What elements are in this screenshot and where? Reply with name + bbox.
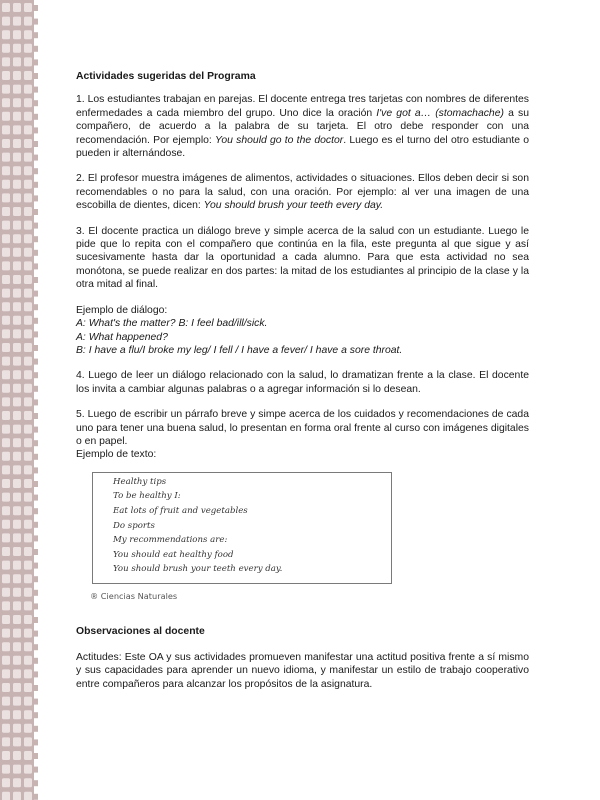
page-content <box>76 70 529 703</box>
activity-1 <box>76 93 529 160</box>
sidebar-square <box>24 57 32 66</box>
sidebar-notch <box>33 767 38 773</box>
sidebar-square <box>2 302 10 311</box>
sidebar-square <box>13 452 21 461</box>
sidebar-notch <box>33 671 38 677</box>
sidebar-square <box>13 465 21 474</box>
text-box-line: Do sports <box>113 520 155 531</box>
activity-1-example: I've got a… (stomachache) <box>376 107 504 119</box>
sidebar-notch <box>33 712 38 718</box>
sidebar-square <box>24 615 32 624</box>
sidebar-square <box>2 465 10 474</box>
sidebar-square <box>13 98 21 107</box>
sidebar-square <box>24 343 32 352</box>
sidebar-notch <box>33 331 38 337</box>
sidebar-notch <box>33 32 38 38</box>
sidebar-notch <box>33 399 38 405</box>
sidebar-notch <box>33 495 38 501</box>
sidebar-square <box>13 221 21 230</box>
sidebar-square <box>24 112 32 121</box>
sidebar-square <box>2 547 10 556</box>
sidebar-square <box>2 493 10 502</box>
sidebar-square <box>24 669 32 678</box>
sidebar-square <box>24 71 32 80</box>
sidebar-notch <box>33 19 38 25</box>
sidebar-square <box>24 792 32 800</box>
sidebar-square <box>24 125 32 134</box>
sidebar-notch <box>33 46 38 52</box>
sidebar-square <box>24 479 32 488</box>
sidebar-square <box>13 180 21 189</box>
sidebar-notch <box>33 155 38 161</box>
sidebar-square <box>24 642 32 651</box>
sidebar-square <box>13 30 21 39</box>
text-box-line: To be healthy I: <box>113 491 181 502</box>
sidebar-square <box>13 642 21 651</box>
sidebar-notch <box>33 440 38 446</box>
sidebar-square <box>24 493 32 502</box>
sidebar-square <box>2 778 10 787</box>
sidebar-square <box>2 57 10 66</box>
sidebar-square <box>24 153 32 162</box>
sidebar-square <box>24 547 32 556</box>
sidebar-notch <box>33 236 38 242</box>
sidebar-notch <box>33 359 38 365</box>
dialog-example <box>76 304 529 358</box>
section-heading: Actividades sugeridas del Programa <box>76 71 256 82</box>
dialog-line: A: What's the matter? B: I feel bad/ill/sick. <box>76 318 268 330</box>
activity-4: 4. Luego de leer un diálogo relacionado con la salud, lo dramatizan frente a la clase. El docente los invita a cambiar algunas palabras o a agregar información si lo desean. <box>76 370 529 395</box>
sidebar-notch <box>33 195 38 201</box>
sidebar-square <box>2 370 10 379</box>
sidebar-square <box>13 71 21 80</box>
sidebar-square <box>24 778 32 787</box>
sidebar-notch <box>33 5 38 11</box>
sidebar-square <box>2 384 10 393</box>
sidebar-square <box>2 166 10 175</box>
sidebar-notch <box>33 454 38 460</box>
sidebar-square <box>24 180 32 189</box>
sidebar-square <box>24 44 32 53</box>
sidebar-square <box>24 601 32 610</box>
sidebar-square <box>24 193 32 202</box>
sidebar-square <box>2 261 10 270</box>
sidebar-square <box>2 343 10 352</box>
sidebar-square <box>2 574 10 583</box>
sidebar-notch <box>33 114 38 120</box>
sidebar-square <box>2 669 10 678</box>
sidebar-square <box>2 193 10 202</box>
sidebar-square <box>2 221 10 230</box>
activity-5: 5. Luego de escribir un párrafo breve y simpe acerca de los cuidados y recomendaciones de cada uno para tener una buena salud, lo presentan en forma oral frente al curso con imágenes digitales o en papel. <box>76 409 529 447</box>
sidebar-square <box>2 289 10 298</box>
sidebar-square <box>13 697 21 706</box>
text-box-line: Healthy tips <box>113 476 167 487</box>
sidebar-square <box>2 3 10 12</box>
sidebar-square <box>24 357 32 366</box>
sidebar-notch <box>33 427 38 433</box>
sidebar-square <box>2 30 10 39</box>
sidebar-notch <box>33 59 38 65</box>
sidebar-notch <box>33 658 38 664</box>
sidebar-square <box>13 792 21 800</box>
sidebar-square <box>2 601 10 610</box>
sidebar-square <box>13 207 21 216</box>
sidebar-notch <box>33 780 38 786</box>
sidebar-notch <box>33 685 38 691</box>
sidebar-square <box>24 683 32 692</box>
sidebar-square <box>24 302 32 311</box>
sidebar-square <box>24 329 32 338</box>
sidebar-square <box>24 588 32 597</box>
sidebar-notch <box>33 481 38 487</box>
text-box-line: You should brush your teeth every day. <box>113 564 283 575</box>
sidebar-notch <box>33 277 38 283</box>
sidebar-notch <box>33 617 38 623</box>
sidebar-notch <box>33 508 38 514</box>
sidebar-square <box>24 452 32 461</box>
sidebar-square <box>24 207 32 216</box>
sidebar-square <box>24 397 32 406</box>
sidebar-square <box>13 615 21 624</box>
sidebar-square <box>2 248 10 257</box>
sidebar-square <box>2 180 10 189</box>
sidebar-notch <box>33 372 38 378</box>
sidebar-square <box>2 710 10 719</box>
sidebar-square <box>24 765 32 774</box>
activity-2 <box>76 172 529 212</box>
activity-1-response: You should go to the doctor <box>215 134 344 146</box>
sidebar-notch <box>33 590 38 596</box>
sidebar-square <box>2 17 10 26</box>
sidebar-square <box>13 724 21 733</box>
sidebar-square <box>2 656 10 665</box>
sidebar-notch <box>33 386 38 392</box>
sidebar-square <box>24 697 32 706</box>
sidebar-square <box>13 520 21 529</box>
sidebar-square <box>13 561 21 570</box>
sidebar-square <box>13 778 21 787</box>
sidebar-square <box>2 44 10 53</box>
sidebar-notch <box>33 603 38 609</box>
sidebar-square <box>2 329 10 338</box>
sidebar-square <box>24 656 32 665</box>
sidebar-square <box>24 425 32 434</box>
sidebar-notch <box>33 535 38 541</box>
sidebar-square <box>2 615 10 624</box>
sidebar-square <box>2 125 10 134</box>
subject-note: ® Ciencias Naturales <box>90 590 178 601</box>
sidebar-notch <box>33 753 38 759</box>
sidebar-square <box>2 479 10 488</box>
sidebar-square <box>13 547 21 556</box>
sidebar-square <box>13 193 21 202</box>
sidebar-square <box>24 370 32 379</box>
sidebar-square <box>13 411 21 420</box>
sidebar-square <box>13 17 21 26</box>
sidebar-square <box>24 30 32 39</box>
sidebar-square <box>2 520 10 529</box>
sidebar-notch <box>33 250 38 256</box>
sidebar-square <box>13 588 21 597</box>
sidebar-square <box>2 792 10 800</box>
sidebar-notch <box>33 631 38 637</box>
sidebar-notch <box>33 291 38 297</box>
sidebar-notch <box>33 467 38 473</box>
sidebar-square <box>24 629 32 638</box>
sidebar-square <box>13 479 21 488</box>
sidebar-square <box>24 411 32 420</box>
sidebar-square <box>13 425 21 434</box>
sidebar-notch <box>33 100 38 106</box>
sidebar-square <box>2 452 10 461</box>
sidebar-square <box>24 384 32 393</box>
sidebar-square <box>2 275 10 284</box>
sidebar-square <box>2 438 10 447</box>
sidebar-square <box>13 601 21 610</box>
sidebar-square <box>24 3 32 12</box>
sidebar-square <box>2 533 10 542</box>
sidebar-square <box>13 3 21 12</box>
sidebar-square <box>13 669 21 678</box>
text-box-line: You should eat healthy food <box>113 549 234 560</box>
sidebar-square <box>13 357 21 366</box>
sidebar-square <box>2 642 10 651</box>
sidebar-square <box>2 561 10 570</box>
sidebar-square <box>13 44 21 53</box>
activity-2-text: 2. El profesor muestra imágenes de alimentos, actividades o situaciones. Ellos deben decir si son recomendables o no para la salud, con una oración. Por ejemplo: al ver una imagen de una escobilla de dientes, dicen: <box>76 173 529 212</box>
sidebar-notch <box>33 141 38 147</box>
sidebar-square <box>2 98 10 107</box>
sidebar-square <box>13 656 21 665</box>
sidebar-square <box>13 574 21 583</box>
sidebar-square <box>13 737 21 746</box>
sidebar-square <box>24 234 32 243</box>
sidebar-notch <box>33 644 38 650</box>
sidebar-square <box>24 574 32 583</box>
sidebar-square <box>13 234 21 243</box>
sidebar-square <box>24 221 32 230</box>
sidebar-square <box>2 425 10 434</box>
sidebar-square <box>24 751 32 760</box>
sidebar-notch <box>33 87 38 93</box>
sidebar-square <box>24 724 32 733</box>
sidebar-square <box>2 139 10 148</box>
dialog-line: B: I have a flu/I broke my leg/ I fell / I have a fever/ I have a sore throat. <box>76 344 403 356</box>
sidebar-notch <box>33 345 38 351</box>
sidebar-square <box>24 248 32 257</box>
decorative-sidebar <box>0 0 40 800</box>
sidebar-notch <box>33 223 38 229</box>
sidebar-square <box>2 724 10 733</box>
sidebar-notch <box>33 304 38 310</box>
sidebar-notch <box>33 209 38 215</box>
sidebar-square <box>24 98 32 107</box>
sidebar-square <box>24 465 32 474</box>
sidebar-square <box>2 765 10 774</box>
activity-1-text-c: a su compañero, de acuerdo a la palabra de su tarjeta. El otro debe responder con una recomendación. Por ejemplo: <box>76 107 529 146</box>
dialog-title: Ejemplo de diálogo: <box>76 304 168 316</box>
sidebar-square <box>13 85 21 94</box>
example-label: Ejemplo de texto: <box>76 449 157 461</box>
activity-3: 3. El docente practica un diálogo breve y simple acerca de la salud con un estudiante. Luego le pide que lo repita con el compañero que continúa en la fila, este pregunta al que sigue y así sucesivamente hasta dar la oportunidad a cada alumno. Para que esta actividad no sea monótona, se puede realizar en dos partes: la mitad de los estudiantes al principio de la clase y la otra mitad al final. <box>76 225 529 291</box>
sidebar-notch <box>33 726 38 732</box>
sidebar-square <box>24 710 32 719</box>
sidebar-square <box>13 316 21 325</box>
sidebar-square <box>13 139 21 148</box>
sidebar-square <box>13 710 21 719</box>
sidebar-square <box>13 370 21 379</box>
sidebar-square <box>13 57 21 66</box>
text-box-line: Eat lots of fruit and vegetables <box>113 505 248 516</box>
sidebar-square <box>13 384 21 393</box>
sidebar-square <box>13 153 21 162</box>
sidebar-square <box>2 112 10 121</box>
sidebar-square <box>13 533 21 542</box>
sidebar-square <box>24 520 32 529</box>
sidebar-square <box>2 234 10 243</box>
sidebar-square <box>2 697 10 706</box>
sidebar-square <box>2 588 10 597</box>
sidebar-notch <box>33 794 38 800</box>
sidebar-notch <box>33 182 38 188</box>
sidebar-notch <box>33 318 38 324</box>
sidebar-square <box>24 561 32 570</box>
sidebar-square <box>2 683 10 692</box>
sidebar-square <box>24 438 32 447</box>
observations-text: Actitudes: Este OA y sus actividades promueven manifestar una actitud positiva frente a sí mismo y sus capacidades para aprender un nuevo idioma, y manifestar un estilo de trabajo cooperativo entre compañeros para alcanzar los propósitos de la asignatura. <box>76 651 529 690</box>
sidebar-square <box>24 737 32 746</box>
sidebar-square <box>2 737 10 746</box>
activity-1-text-a: 1. Los estudiantes trabajan en parejas. El docente entrega tres tarjetas con nombres de diferentes enfermedades a cada miembro del grupo. Uno dice la oración <box>76 94 529 119</box>
sidebar-square <box>13 275 21 284</box>
sidebar-square <box>13 261 21 270</box>
sidebar-notch <box>33 522 38 528</box>
sidebar-square <box>13 397 21 406</box>
sidebar-notch <box>33 73 38 79</box>
sidebar-square <box>13 683 21 692</box>
sidebar-square <box>2 629 10 638</box>
activity-1-text-e: . Luego es el turno del otro estudiante o pueden ir alternándose. <box>76 134 530 160</box>
sidebar-pattern <box>0 0 40 800</box>
sidebar-notch <box>33 263 38 269</box>
sidebar-square <box>13 765 21 774</box>
sidebar-square <box>13 329 21 338</box>
sidebar-square <box>24 261 32 270</box>
sidebar-square <box>2 153 10 162</box>
sidebar-square <box>24 139 32 148</box>
sidebar-notch <box>33 413 38 419</box>
sidebar-square <box>24 85 32 94</box>
sidebar-square <box>13 302 21 311</box>
sidebar-square <box>2 207 10 216</box>
sidebar-square <box>2 71 10 80</box>
sidebar-square <box>13 506 21 515</box>
sidebar-notch <box>33 127 38 133</box>
sidebar-square <box>24 289 32 298</box>
sidebar-square <box>13 166 21 175</box>
sidebar-square <box>2 316 10 325</box>
sidebar-square <box>13 125 21 134</box>
sidebar-square <box>13 343 21 352</box>
example-text-box <box>92 472 392 584</box>
sidebar-square <box>24 506 32 515</box>
sidebar-square <box>2 751 10 760</box>
sidebar-square <box>13 112 21 121</box>
sidebar-square <box>2 357 10 366</box>
sidebar-square <box>13 289 21 298</box>
sidebar-square <box>13 248 21 257</box>
text-box-line: My recommendations are: <box>113 535 228 546</box>
sidebar-notch <box>33 699 38 705</box>
sidebar-square <box>24 533 32 542</box>
sidebar-notch <box>33 563 38 569</box>
activity-2-example: You should brush your teeth every day. <box>203 200 384 212</box>
sidebar-notch <box>33 549 38 555</box>
sidebar-square <box>24 316 32 325</box>
sidebar-notch <box>33 168 38 174</box>
sidebar-square <box>13 438 21 447</box>
sidebar-square <box>13 751 21 760</box>
dialog-line: A: What happened? <box>76 331 168 343</box>
sidebar-square <box>13 493 21 502</box>
sidebar-square <box>13 629 21 638</box>
sidebar-notch <box>33 739 38 745</box>
sidebar-square <box>2 506 10 515</box>
sidebar-square <box>2 85 10 94</box>
sidebar-notch <box>33 576 38 582</box>
sidebar-square <box>2 397 10 406</box>
sidebar-square <box>2 411 10 420</box>
sidebar-square <box>24 17 32 26</box>
sidebar-square <box>24 275 32 284</box>
observations-heading: Observaciones al docente <box>76 626 205 638</box>
sidebar-square <box>24 166 32 175</box>
